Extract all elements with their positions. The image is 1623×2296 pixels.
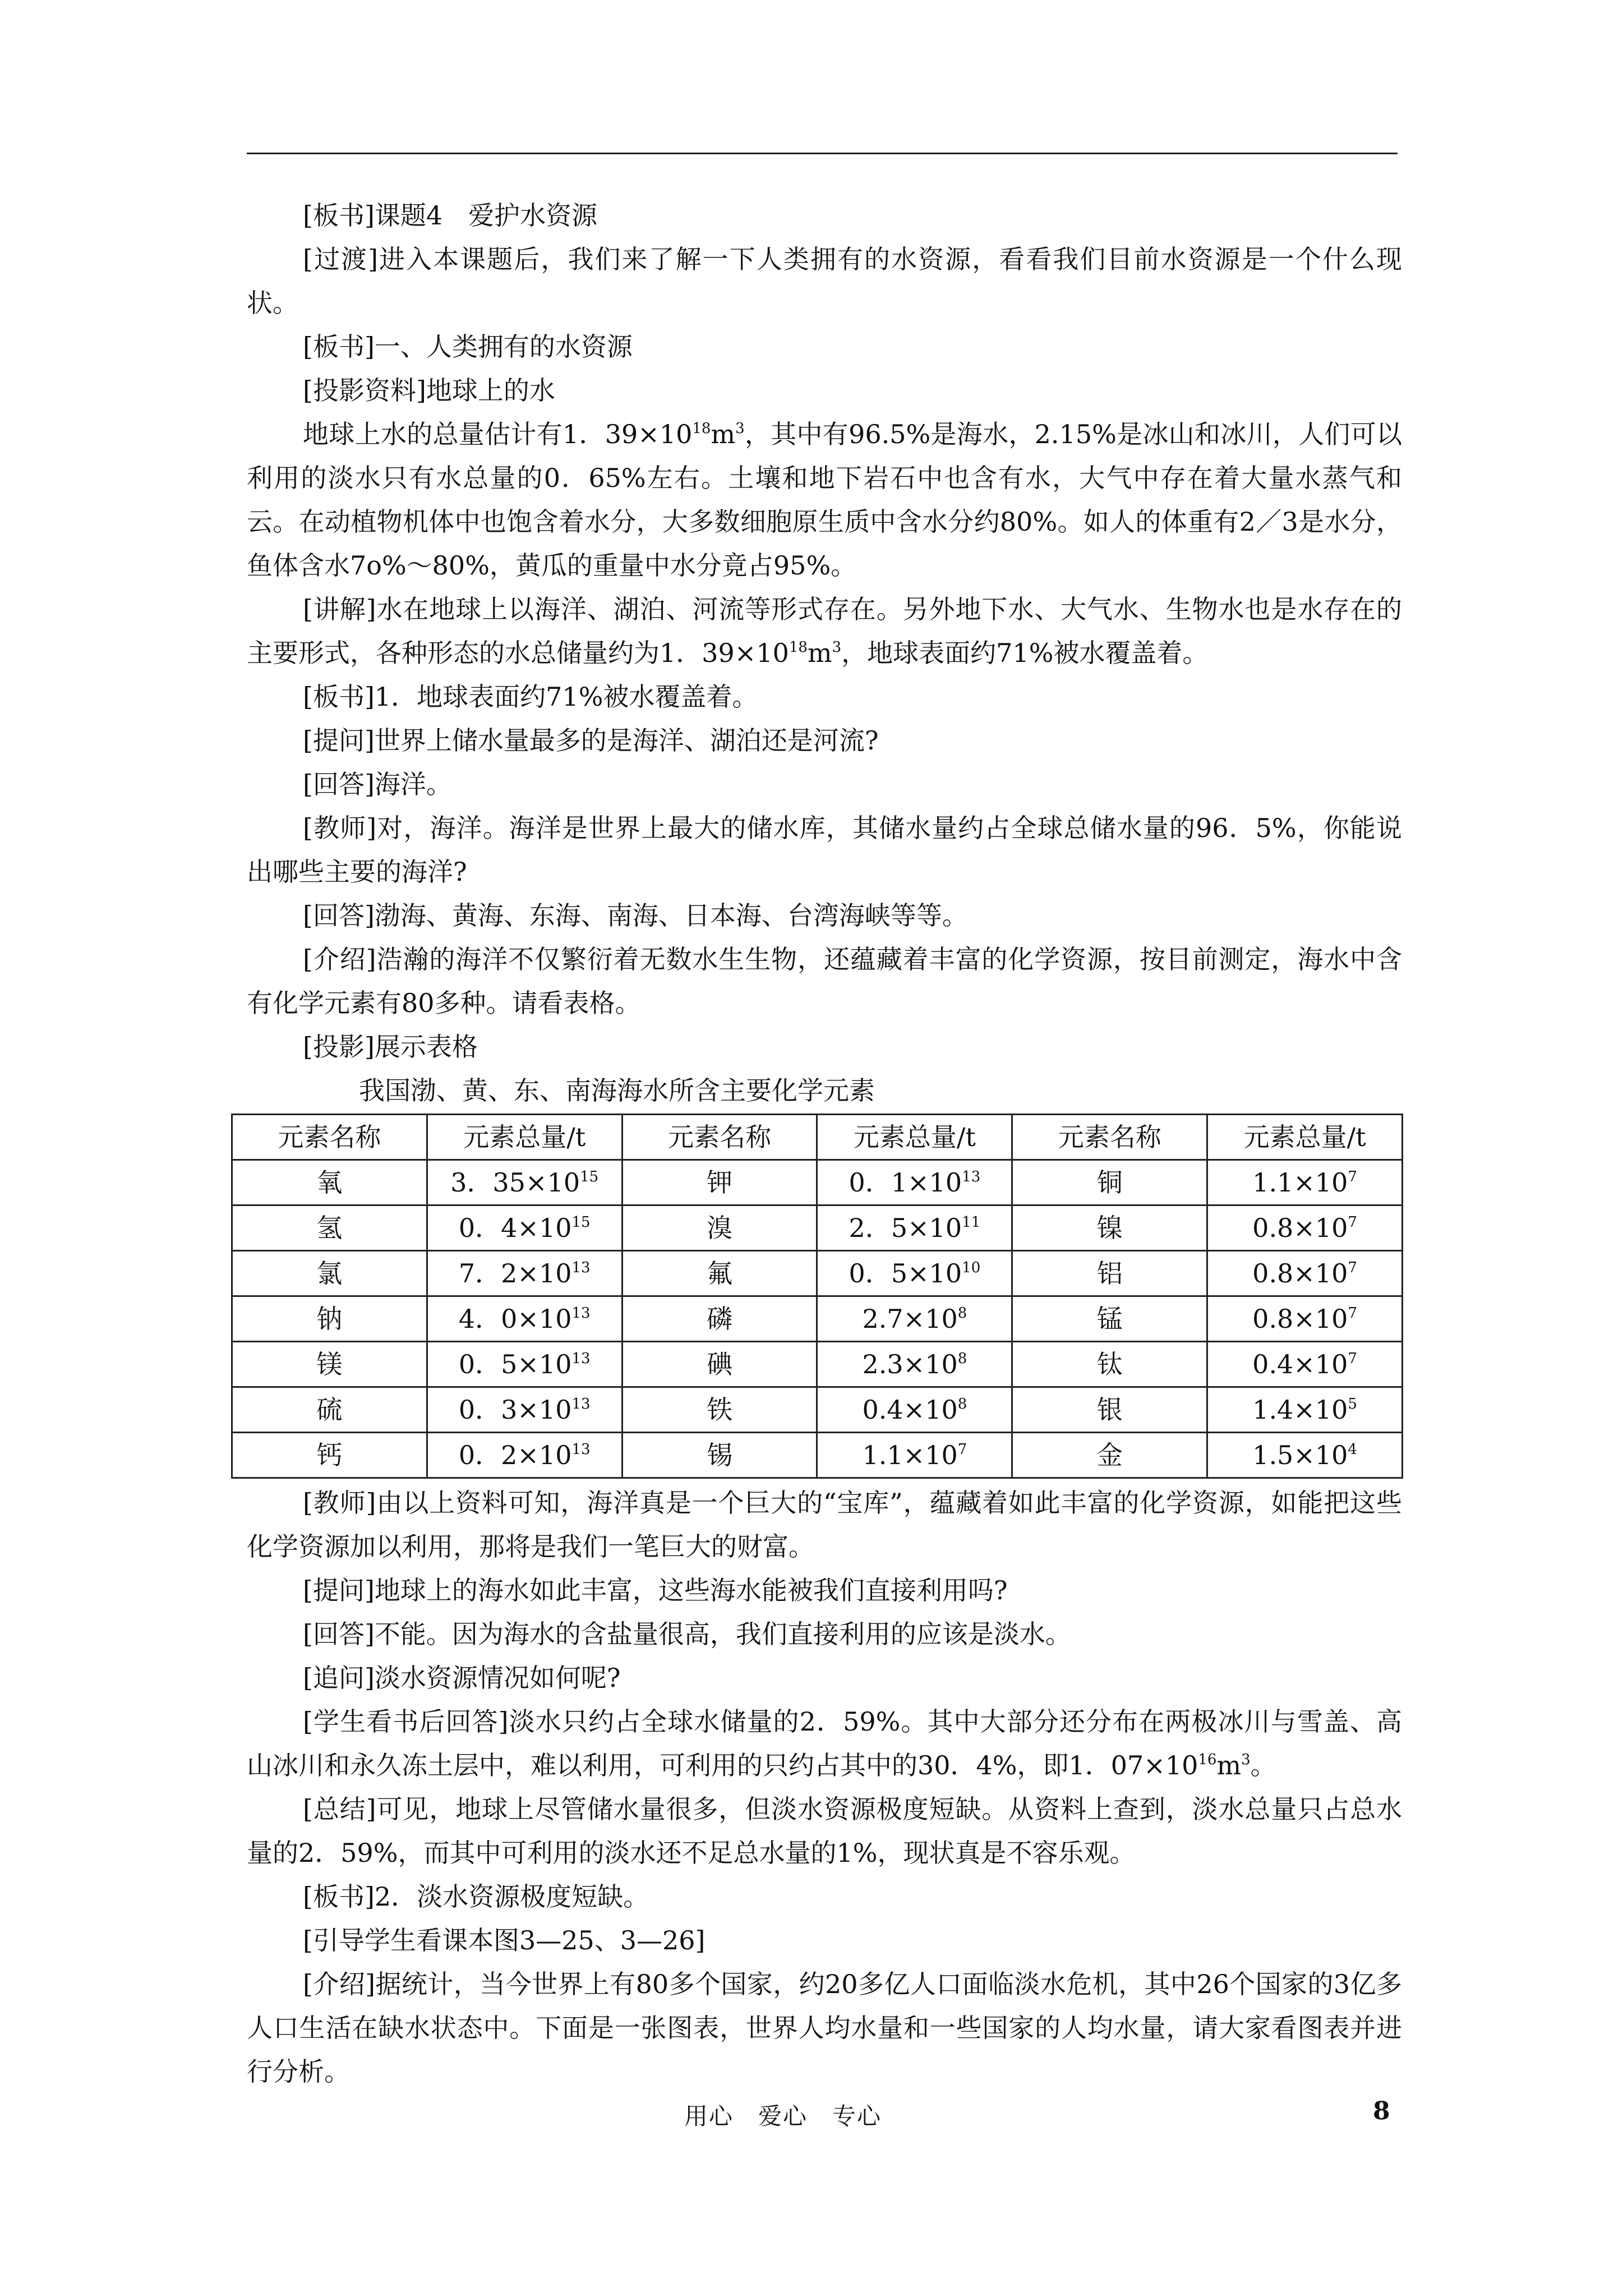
amount-exponent: 7 xyxy=(957,1441,967,1458)
amount-mantissa: 2.3×10 xyxy=(862,1349,958,1379)
element-name-cell: 氟 xyxy=(622,1251,817,1296)
element-name-cell: 铝 xyxy=(1012,1251,1207,1296)
element-name-cell: 氧 xyxy=(232,1160,427,1205)
amount-exponent: 4 xyxy=(1348,1441,1357,1458)
table-header-row xyxy=(232,1115,1403,1160)
paragraph-answer-1: [回答]海洋。 xyxy=(303,769,452,799)
element-amount-cell xyxy=(1207,1296,1403,1342)
element-amount-cell xyxy=(817,1160,1012,1205)
amount-mantissa: 2.7×10 xyxy=(862,1304,958,1334)
element-amount-cell xyxy=(817,1342,1012,1387)
table-row xyxy=(232,1296,1403,1342)
header-cell: 元素总量/t xyxy=(817,1115,1012,1160)
amount-mantissa: 0.8×10 xyxy=(1252,1213,1348,1243)
amount-exponent: 15 xyxy=(571,1214,591,1231)
element-name-cell: 磷 xyxy=(622,1296,817,1342)
element-name-cell: 钠 xyxy=(232,1296,427,1342)
element-amount-cell xyxy=(427,1251,622,1296)
element-amount-cell xyxy=(427,1433,622,1478)
amount-exponent: 15 xyxy=(580,1168,599,1185)
table-row xyxy=(232,1251,1403,1296)
paragraph-intro-2: [介绍]据统计，当今世界上有80多个国家，约20多亿人口面临淡水危机，其中26个国家的3亿多人口生活在缺水状态中。下面是一张图表，世界人均水量和一些国家的人均水量，请大家看图表并进行分析。 xyxy=(247,1969,1402,2087)
amount-exponent: 13 xyxy=(571,1259,591,1276)
table-row xyxy=(232,1342,1403,1387)
table-caption: 我国渤、黄、东、南海海水所含主要化学元素 xyxy=(359,1075,875,1106)
amount-mantissa: 0.4×10 xyxy=(862,1395,958,1425)
amount-exponent: 13 xyxy=(571,1396,591,1412)
element-amount-cell xyxy=(1207,1342,1403,1387)
lesson-content xyxy=(247,194,1402,2093)
paragraph-question-2: [提问]地球上的海水如此丰富，这些海水能被我们直接利用吗? xyxy=(303,1575,1008,1605)
paragraph-answer-3: [回答]不能。因为海水的含盐量很高，我们直接利用的应该是淡水。 xyxy=(303,1619,1071,1649)
element-amount-cell xyxy=(1207,1433,1403,1478)
amount-mantissa: 4．0×10 xyxy=(458,1304,572,1334)
element-name-cell: 锡 xyxy=(622,1433,817,1478)
element-name-cell: 氢 xyxy=(232,1205,427,1251)
element-amount-cell xyxy=(817,1296,1012,1342)
amount-exponent: 7 xyxy=(1348,1168,1357,1185)
amount-mantissa: 0.8×10 xyxy=(1252,1304,1348,1334)
amount-exponent: 13 xyxy=(962,1168,981,1185)
table-row xyxy=(232,1433,1403,1478)
amount-exponent: 13 xyxy=(571,1350,591,1367)
amount-exponent: 10 xyxy=(962,1259,981,1276)
amount-mantissa: 0.4×10 xyxy=(1252,1349,1348,1379)
amount-mantissa: 1.5×10 xyxy=(1252,1440,1348,1470)
element-name-cell: 铁 xyxy=(622,1387,817,1433)
element-name-cell: 钙 xyxy=(232,1433,427,1478)
paragraph-projection: [投影资料]地球上的水 xyxy=(303,375,555,406)
page-number: 8 xyxy=(1373,2097,1390,2125)
paragraph-title: [板书]课题4 爱护水资源 xyxy=(303,200,598,231)
header-cell: 元素名称 xyxy=(622,1115,817,1160)
amount-mantissa: 0．4×10 xyxy=(458,1213,572,1243)
header-cell: 元素总量/t xyxy=(1207,1115,1403,1160)
amount-mantissa: 0．1×10 xyxy=(849,1167,962,1198)
amount-exponent: 13 xyxy=(571,1441,591,1458)
amount-mantissa: 1.4×10 xyxy=(1252,1395,1348,1425)
element-name-cell: 碘 xyxy=(622,1342,817,1387)
element-name-cell: 氯 xyxy=(232,1251,427,1296)
paragraph-board-1: [板书]1．地球表面约71%被水覆盖着。 xyxy=(303,682,758,712)
element-name-cell: 钛 xyxy=(1012,1342,1207,1387)
element-amount-cell xyxy=(817,1387,1012,1433)
header-cell: 元素总量/t xyxy=(427,1115,622,1160)
paragraph-teacher-2: [教师]由以上资料可知，海洋真是一个巨大的“宝库”，蕴藏着如此丰富的化学资源，如能把这些化学资源加以利用，那将是我们一笔巨大的财富。 xyxy=(247,1488,1402,1562)
amount-mantissa: 0．2×10 xyxy=(458,1440,572,1470)
element-amount-cell xyxy=(427,1160,622,1205)
amount-mantissa: 0．5×10 xyxy=(849,1258,962,1289)
paragraph-question-1: [提问]世界上储水量最多的是海洋、湖泊还是河流? xyxy=(303,725,879,756)
amount-exponent: 8 xyxy=(957,1396,967,1412)
amount-exponent: 7 xyxy=(1348,1305,1357,1322)
amount-exponent: 8 xyxy=(957,1305,967,1322)
element-name-cell: 银 xyxy=(1012,1387,1207,1433)
amount-mantissa: 1.1×10 xyxy=(1252,1167,1348,1198)
table-row xyxy=(232,1387,1403,1433)
footer-motto: 用心 爱心 专心 xyxy=(684,2102,882,2130)
paragraph-section-one: [板书]一、人类拥有的水资源 xyxy=(303,332,633,362)
elements-table xyxy=(231,1114,1403,1479)
amount-mantissa: 0．5×10 xyxy=(458,1349,572,1379)
paragraph-guide: [引导学生看课本图3—25、3—26] xyxy=(303,1925,706,1955)
element-name-cell: 硫 xyxy=(232,1387,427,1433)
paragraph-answer-2: [回答]渤海、黄海、东海、南海、日本海、台湾海峡等等。 xyxy=(303,900,968,931)
amount-exponent: 13 xyxy=(571,1305,591,1322)
element-amount-cell xyxy=(1207,1251,1403,1296)
amount-mantissa: 1.1×10 xyxy=(862,1440,958,1470)
paragraph-intro-1: [介绍]浩瀚的海洋不仅繁衍着无数水生生物，还蕴藏着丰富的化学资源，按目前测定，海水中含有化学元素有80多种。请看表格。 xyxy=(247,944,1402,1018)
header-cell: 元素名称 xyxy=(232,1115,427,1160)
element-amount-cell xyxy=(427,1296,622,1342)
element-amount-cell xyxy=(1207,1160,1403,1205)
amount-mantissa: 7．2×10 xyxy=(458,1258,572,1289)
element-amount-cell xyxy=(427,1387,622,1433)
amount-exponent: 5 xyxy=(1348,1396,1357,1412)
amount-mantissa: 2．5×10 xyxy=(849,1213,962,1243)
paragraph-earth-water: 地球上水的总量估计有1．$39\times 10^{18}m^3$，其中有96.5%是海水，2.15%是冰山和冰川，人们可以利用的淡水只有水总量的0．65%左右。土壤和地下岩石中也含有水，大气中存在着大量水蒸气和云。在动植物机体中也饱含着水分，大多数细胞原生质中含水分约80%。如人的体重有2／3是水分，鱼体含水7o%～80%，黄瓜的重量中水分竟占95%。 xyxy=(247,419,1402,581)
paragraph-followup: [追问]淡水资源情况如何呢? xyxy=(303,1663,621,1693)
amount-exponent: 11 xyxy=(962,1214,981,1231)
table-row xyxy=(232,1205,1403,1251)
element-amount-cell xyxy=(1207,1205,1403,1251)
amount-mantissa: 0．3×10 xyxy=(458,1395,572,1425)
paragraph-transition: [过渡]进入本课题后，我们来了解一下人类拥有的水资源，看看我们目前水资源是一个什么现状。 xyxy=(247,244,1402,318)
element-amount-cell xyxy=(817,1433,1012,1478)
element-name-cell: 钾 xyxy=(622,1160,817,1205)
element-name-cell: 锰 xyxy=(1012,1296,1207,1342)
amount-exponent: 7 xyxy=(1348,1214,1357,1231)
paragraph-show-table: [投影]展示表格 xyxy=(303,1032,478,1062)
element-amount-cell xyxy=(817,1205,1012,1251)
element-name-cell: 金 xyxy=(1012,1433,1207,1478)
paragraph-lecture: [讲解]水在地球上以海洋、湖泊、河流等形式存在。另外地下水、大气水、生物水也是水存在的主要形式，各种形态的水总储量约为1．$39\times 10^{18}m^3$，地球表面约71%被水覆盖着。 xyxy=(247,594,1402,668)
paragraph-summary: [总结]可见，地球上尽管储水量很多，但淡水资源极度短缺。从资料上查到，淡水总量只占总水量的2．59%，而其中可利用的淡水还不足总水量的1%，现状真是不容乐观。 xyxy=(247,1794,1402,1868)
paragraph-board-2: [板书]2．淡水资源极度短缺。 xyxy=(303,1881,649,1912)
paragraph-teacher-1: [教师]对，海洋。海洋是世界上最大的储水库，其储水量约占全球总储水量的96．5%，你能说出哪些主要的海洋? xyxy=(247,813,1402,887)
element-amount-cell xyxy=(427,1205,622,1251)
element-name-cell: 镍 xyxy=(1012,1205,1207,1251)
table-row xyxy=(232,1160,1403,1205)
element-name-cell: 铜 xyxy=(1012,1160,1207,1205)
paragraph-student-answer: [学生看书后回答]淡水只约占全球水储量的2．59%。其中大部分还分布在两极冰川与雪盖、高山冰川和永久冻土层中，难以利用，可利用的只约占其中的30．4%，即1．$07\times 10^{16}m^3$。 xyxy=(247,1706,1402,1780)
amount-mantissa: 0.8×10 xyxy=(1252,1258,1348,1289)
header-rule xyxy=(247,153,1398,154)
element-amount-cell xyxy=(1207,1387,1403,1433)
amount-mantissa: 3．35×10 xyxy=(450,1167,580,1198)
element-amount-cell xyxy=(427,1342,622,1387)
amount-exponent: 7 xyxy=(1348,1259,1357,1276)
element-name-cell: 镁 xyxy=(232,1342,427,1387)
element-name-cell: 溴 xyxy=(622,1205,817,1251)
element-amount-cell xyxy=(817,1251,1012,1296)
amount-exponent: 7 xyxy=(1348,1350,1357,1367)
amount-exponent: 8 xyxy=(957,1350,967,1367)
header-cell: 元素名称 xyxy=(1012,1115,1207,1160)
